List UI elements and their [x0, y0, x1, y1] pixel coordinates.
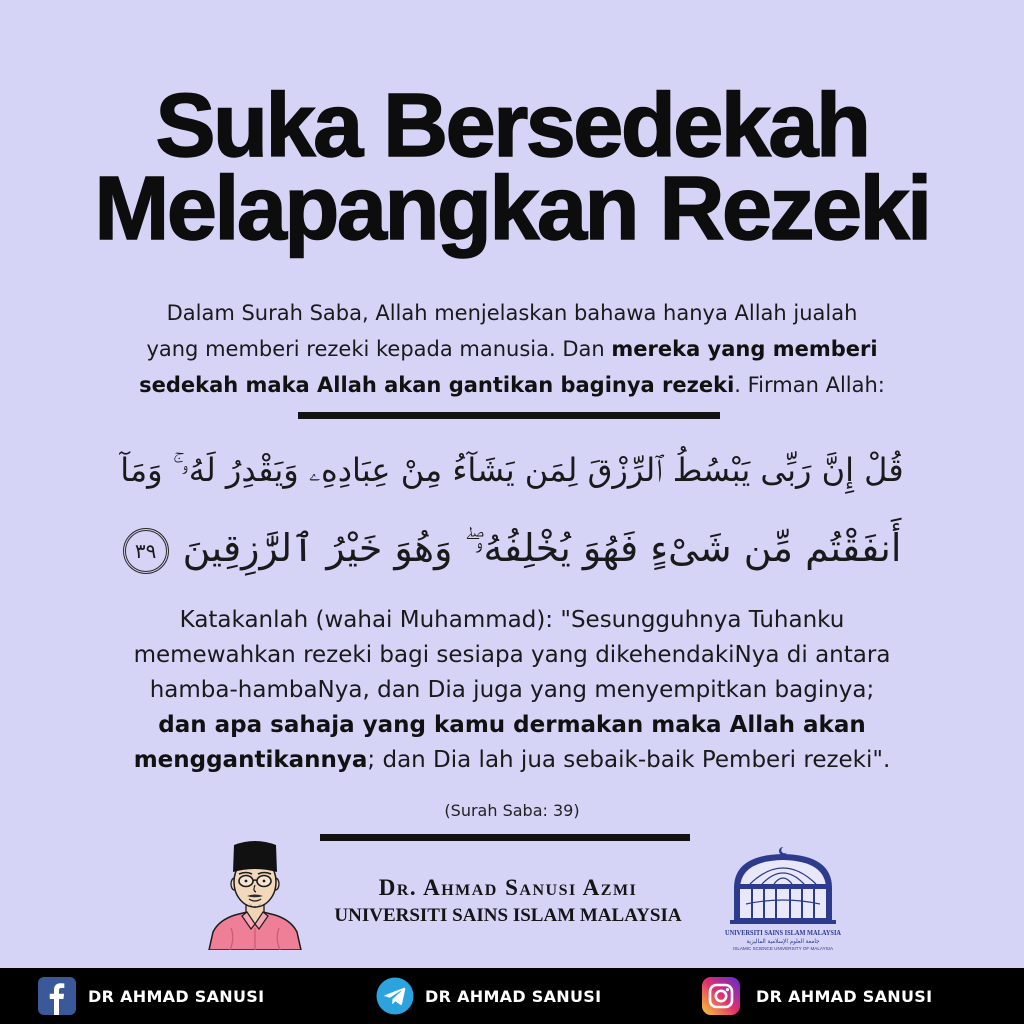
divider-bottom	[320, 834, 690, 841]
translation-line-2	[82, 638, 942, 673]
verse-arabic-text: أَنفَقْتُم مِّن شَىْءٍ فَهُوَ يُخْلِفُهُۥ ۖ وَهُوَ خَيْرُ ٱلرَّٰزِقِينَ	[182, 526, 902, 570]
translation-line-4	[82, 708, 942, 743]
translation-line-3	[82, 673, 942, 708]
intro-text: yang memberi rezeki kepada manusia. Dan	[146, 337, 612, 361]
intro-line-2	[92, 331, 932, 367]
title-line-1	[40, 76, 984, 176]
verse-line-2	[120, 516, 904, 580]
logo-name-english: ISLAMIC SCIENCE UNIVERSITY OF MALAYSIA	[733, 946, 834, 951]
intro-line-content	[139, 367, 885, 403]
author-portrait-icon	[205, 828, 305, 950]
facebook-handle: DR AHMAD SANUSI	[88, 987, 265, 1006]
social-facebook[interactable]	[38, 968, 278, 1024]
translation-text: memewahkan rezeki bagi sesiapa yang dikehendakiNya di antara	[133, 642, 891, 668]
instagram-icon	[702, 977, 740, 1015]
verse-citation: (Surah Saba: 39)	[444, 801, 580, 820]
facebook-icon	[38, 977, 76, 1015]
verse-number-badge: ٣٩	[123, 528, 169, 574]
translation-emphasis: menggantikannya	[133, 747, 368, 773]
title-text: Suka Bersedekah	[155, 76, 869, 176]
intro-line-content	[167, 295, 858, 331]
footer-social-bar	[0, 968, 1024, 1024]
verse-line-content	[123, 516, 902, 580]
logo-name-arabic: جامعة العلوم الإسلامية الماليزية	[746, 939, 820, 945]
translation-line-content	[134, 743, 891, 778]
instagram-handle: DR AHMAD SANUSI	[756, 987, 933, 1006]
author-name: Dr. Ahmad Sanusi Azmi	[378, 875, 638, 900]
divider-top	[298, 412, 720, 419]
translation-line-5	[82, 743, 942, 778]
intro-text: Dalam Surah Saba, Allah menjelaskan bahawa hanya Allah jualah	[166, 301, 858, 325]
intro-line-3	[92, 367, 932, 403]
intro-line-content	[146, 331, 877, 367]
intro-emphasis: sedekah maka Allah akan gantikan baginya rezeki	[139, 373, 735, 397]
title-text: Melapangkan Rezeki	[94, 159, 930, 259]
author-affiliation: UNIVERSITI SAINS ISLAM MALAYSIA	[334, 905, 682, 926]
social-instagram[interactable]	[702, 968, 942, 1024]
logo-name: UNIVERSITI SAINS ISLAM MALAYSIA	[725, 930, 842, 937]
translation-emphasis: dan apa sahaja yang kamu dermakan maka Allah akan	[158, 712, 866, 738]
verse-line-1	[120, 438, 904, 502]
translation-text: ; dan Dia lah jua sebaik-baik Pemberi rezeki".	[367, 747, 891, 773]
intro-line-1	[92, 295, 932, 331]
translation-text: Katakanlah (wahai Muhammad): "Sesungguhnya Tuhanku	[179, 607, 845, 633]
intro-text: . Firman Allah:	[734, 373, 885, 397]
verse-arabic-text: قُلْ إِنَّ رَبِّى يَبْسُطُ ٱلرِّزْقَ لِمَن يَشَآءُ مِنْ عِبَادِهِۦ وَيَقْدِرُ لَهُۥ ۚ وَمَآ	[120, 451, 904, 489]
translation-text: hamba-hambaNya, dan Dia juga yang menyempitkan baginya;	[149, 677, 875, 703]
telegram-icon	[376, 977, 414, 1015]
telegram-handle: DR AHMAD SANUSI	[425, 987, 602, 1006]
intro-emphasis: mereka yang memberi	[611, 337, 878, 361]
translation-line-1	[82, 603, 942, 638]
title-line-2	[40, 159, 984, 259]
university-logo	[722, 846, 844, 958]
social-telegram[interactable]	[376, 968, 616, 1024]
translation-line-content	[158, 708, 866, 743]
